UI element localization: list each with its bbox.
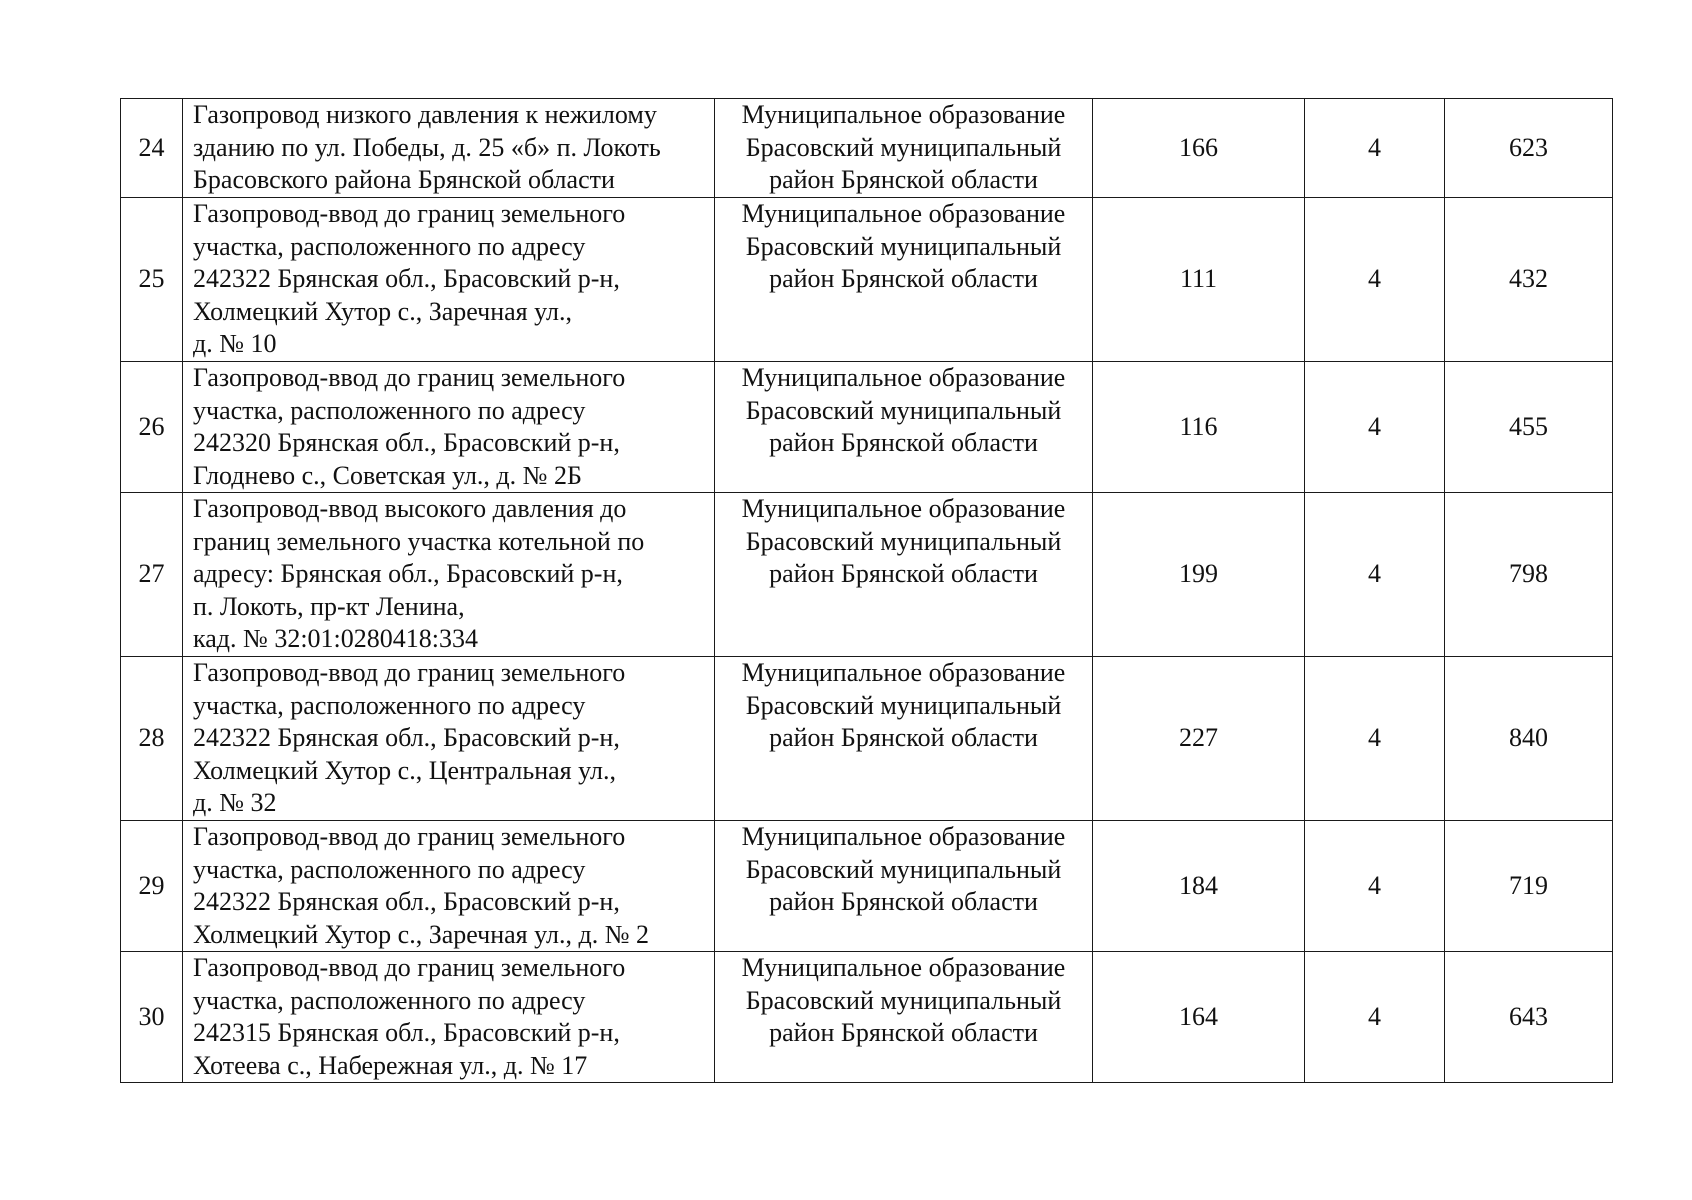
length-value: 199 (1093, 493, 1305, 657)
pipeline-table (120, 98, 1613, 1083)
owner: Муниципальное образование Брасовский муниципальный район Брянской области (715, 362, 1093, 493)
row-number: 25 (121, 198, 183, 362)
diameter-value: 4 (1305, 362, 1445, 493)
object-name: Газопровод-ввод высокого давления до границ земельного участка котельной по адресу: Брянская обл., Брасовский р-н, п. Локоть, пр-кт Ленина, кад. № 32:01:0280418:334 (183, 493, 715, 657)
diameter-value: 4 (1305, 657, 1445, 821)
owner: Муниципальное образование Брасовский муниципальный район Брянской области (715, 198, 1093, 362)
cost-value: 455 (1445, 362, 1613, 493)
table-row (121, 362, 1613, 493)
length-value: 111 (1093, 198, 1305, 362)
table-row (121, 99, 1613, 198)
owner: Муниципальное образование Брасовский муниципальный район Брянской области (715, 493, 1093, 657)
object-name: Газопровод-ввод до границ земельного участка, расположенного по адресу 242322 Брянская обл., Брасовский р-н, Холмецкий Хутор с., Центральная ул., д. № 32 (183, 657, 715, 821)
table-row (121, 952, 1613, 1083)
owner: Муниципальное образование Брасовский муниципальный район Брянской области (715, 821, 1093, 952)
row-number: 24 (121, 99, 183, 198)
cost-value: 840 (1445, 657, 1613, 821)
cost-value: 643 (1445, 952, 1613, 1083)
diameter-value: 4 (1305, 198, 1445, 362)
length-value: 227 (1093, 657, 1305, 821)
diameter-value: 4 (1305, 99, 1445, 198)
row-number: 30 (121, 952, 183, 1083)
cost-value: 798 (1445, 493, 1613, 657)
cost-value: 719 (1445, 821, 1613, 952)
table-row (121, 493, 1613, 657)
owner: Муниципальное образование Брасовский муниципальный район Брянской области (715, 657, 1093, 821)
object-name: Газопровод низкого давления к нежилому зданию по ул. Победы, д. 25 «б» п. Локоть Брасовского района Брянской области (183, 99, 715, 198)
object-name: Газопровод-ввод до границ земельного участка, расположенного по адресу 242322 Брянская обл., Брасовский р-н, Холмецкий Хутор с., Заречная ул., д. № 2 (183, 821, 715, 952)
cost-value: 432 (1445, 198, 1613, 362)
owner: Муниципальное образование Брасовский муниципальный район Брянской области (715, 952, 1093, 1083)
diameter-value: 4 (1305, 493, 1445, 657)
diameter-value: 4 (1305, 952, 1445, 1083)
row-number: 29 (121, 821, 183, 952)
cost-value: 623 (1445, 99, 1613, 198)
row-number: 28 (121, 657, 183, 821)
row-number: 27 (121, 493, 183, 657)
table-row (121, 657, 1613, 821)
owner: Муниципальное образование Брасовский муниципальный район Брянской области (715, 99, 1093, 198)
length-value: 184 (1093, 821, 1305, 952)
object-name: Газопровод-ввод до границ земельного участка, расположенного по адресу 242322 Брянская обл., Брасовский р-н, Холмецкий Хутор с., Заречная ул., д. № 10 (183, 198, 715, 362)
table-row (121, 198, 1613, 362)
object-name: Газопровод-ввод до границ земельного участка, расположенного по адресу 242320 Брянская обл., Брасовский р-н, Глоднево с., Советская ул., д. № 2Б (183, 362, 715, 493)
length-value: 166 (1093, 99, 1305, 198)
length-value: 116 (1093, 362, 1305, 493)
length-value: 164 (1093, 952, 1305, 1083)
table-row (121, 821, 1613, 952)
row-number: 26 (121, 362, 183, 493)
object-name: Газопровод-ввод до границ земельного участка, расположенного по адресу 242315 Брянская обл., Брасовский р-н, Хотеева с., Набережная ул., д. № 17 (183, 952, 715, 1083)
diameter-value: 4 (1305, 821, 1445, 952)
